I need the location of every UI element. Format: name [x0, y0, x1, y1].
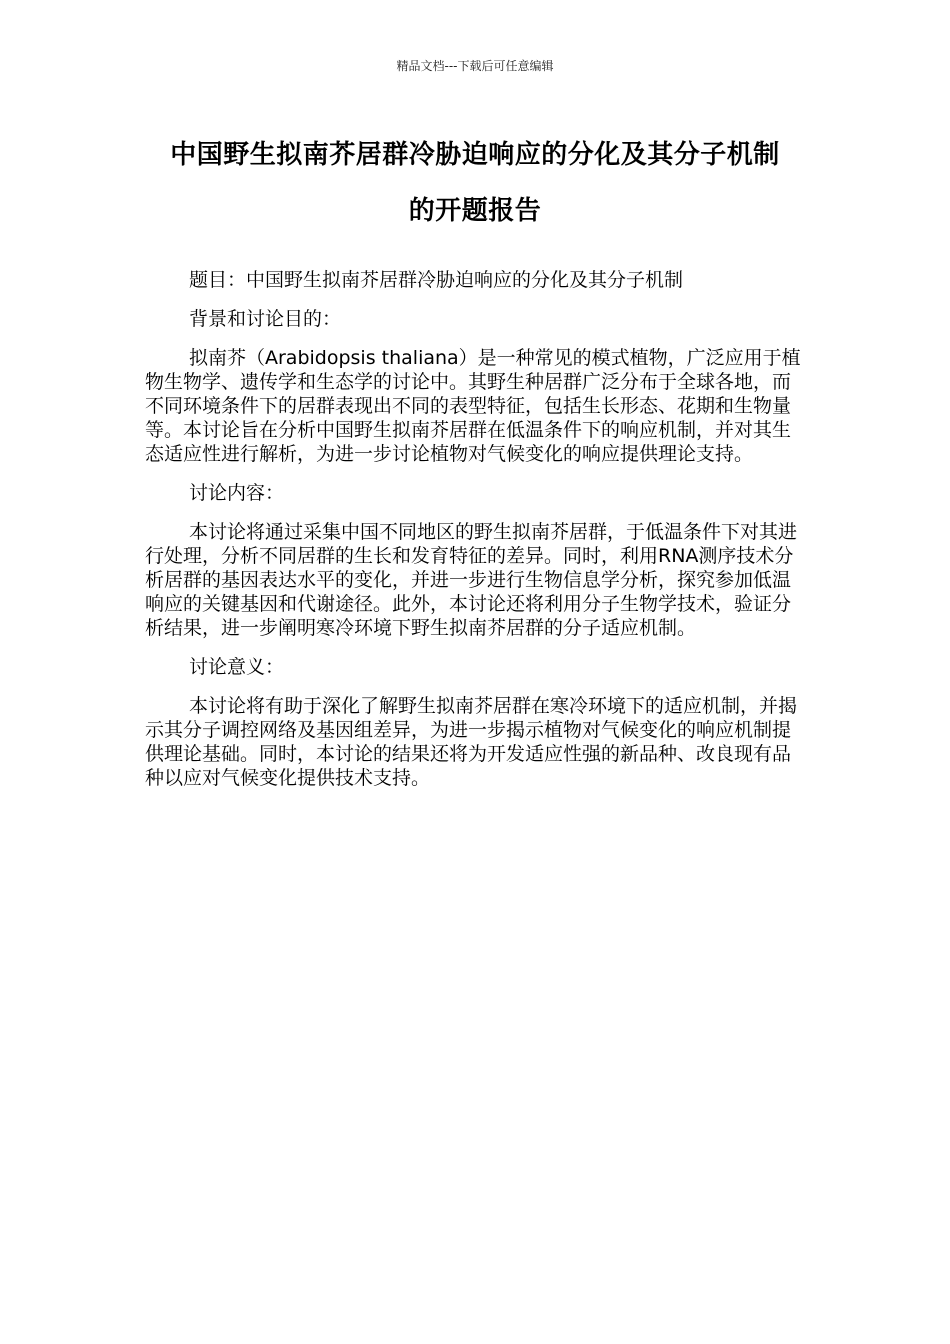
content-paragraph: 本讨论将通过采集中国不同地区的野生拟南芥居群，于低温条件下对其进行处理，分析不同居群的生长和发育特征的差异。同时，利用RNA测序技术分析居群的基因表达水平的变化，并进一步进行生物信息学分析，探究参加低温响应的关键基因和代谢途径。此外，本讨论还将利用分子生物学技术，验证分析结果，进一步阐明寒冷环境下野生拟南芥居群的分子适应机制。 [145, 521, 798, 639]
background-heading: 背景和讨论目的： [189, 308, 342, 330]
significance-paragraph: 本讨论将有助于深化了解野生拟南芥居群在寒冷环境下的适应机制，并揭示其分子调控网络及基因组差异，为进一步揭示植物对气候变化的响应机制提供理论基础。同时，本讨论的结果还将为开发适应性强的新品种、改良现有品种以应对气候变化提供技术支持。 [145, 695, 798, 789]
topic-line: 题目：中国野生拟南芥居群冷胁迫响应的分化及其分子机制 [189, 269, 684, 291]
document-title-line-1: 中国野生拟南芥居群冷胁迫响应的分化及其分子机制 [170, 140, 780, 170]
document-body [145, 268, 805, 805]
document-title-line-2: 的开题报告 [408, 196, 542, 226]
content-heading: 讨论内容： [189, 482, 285, 504]
background-paragraph: 拟南芥（Arabidopsis thaliana）是一种常见的模式植物，广泛应用于植物生物学、遗传学和生态学的讨论中。其野生种居群广泛分布于全球各地，而不同环境条件下的居群表现出不同的表型特征，包括生长形态、花期和生物量等。本讨论旨在分析中国野生拟南芥居群在低温条件下的响应机制，并对其生态适应性进行解析，为进一步讨论植物对气候变化的响应提供理论支持。 [145, 347, 801, 465]
significance-heading: 讨论意义： [189, 656, 285, 678]
header-note: 精品文档---下载后可任意编辑 [396, 59, 554, 73]
